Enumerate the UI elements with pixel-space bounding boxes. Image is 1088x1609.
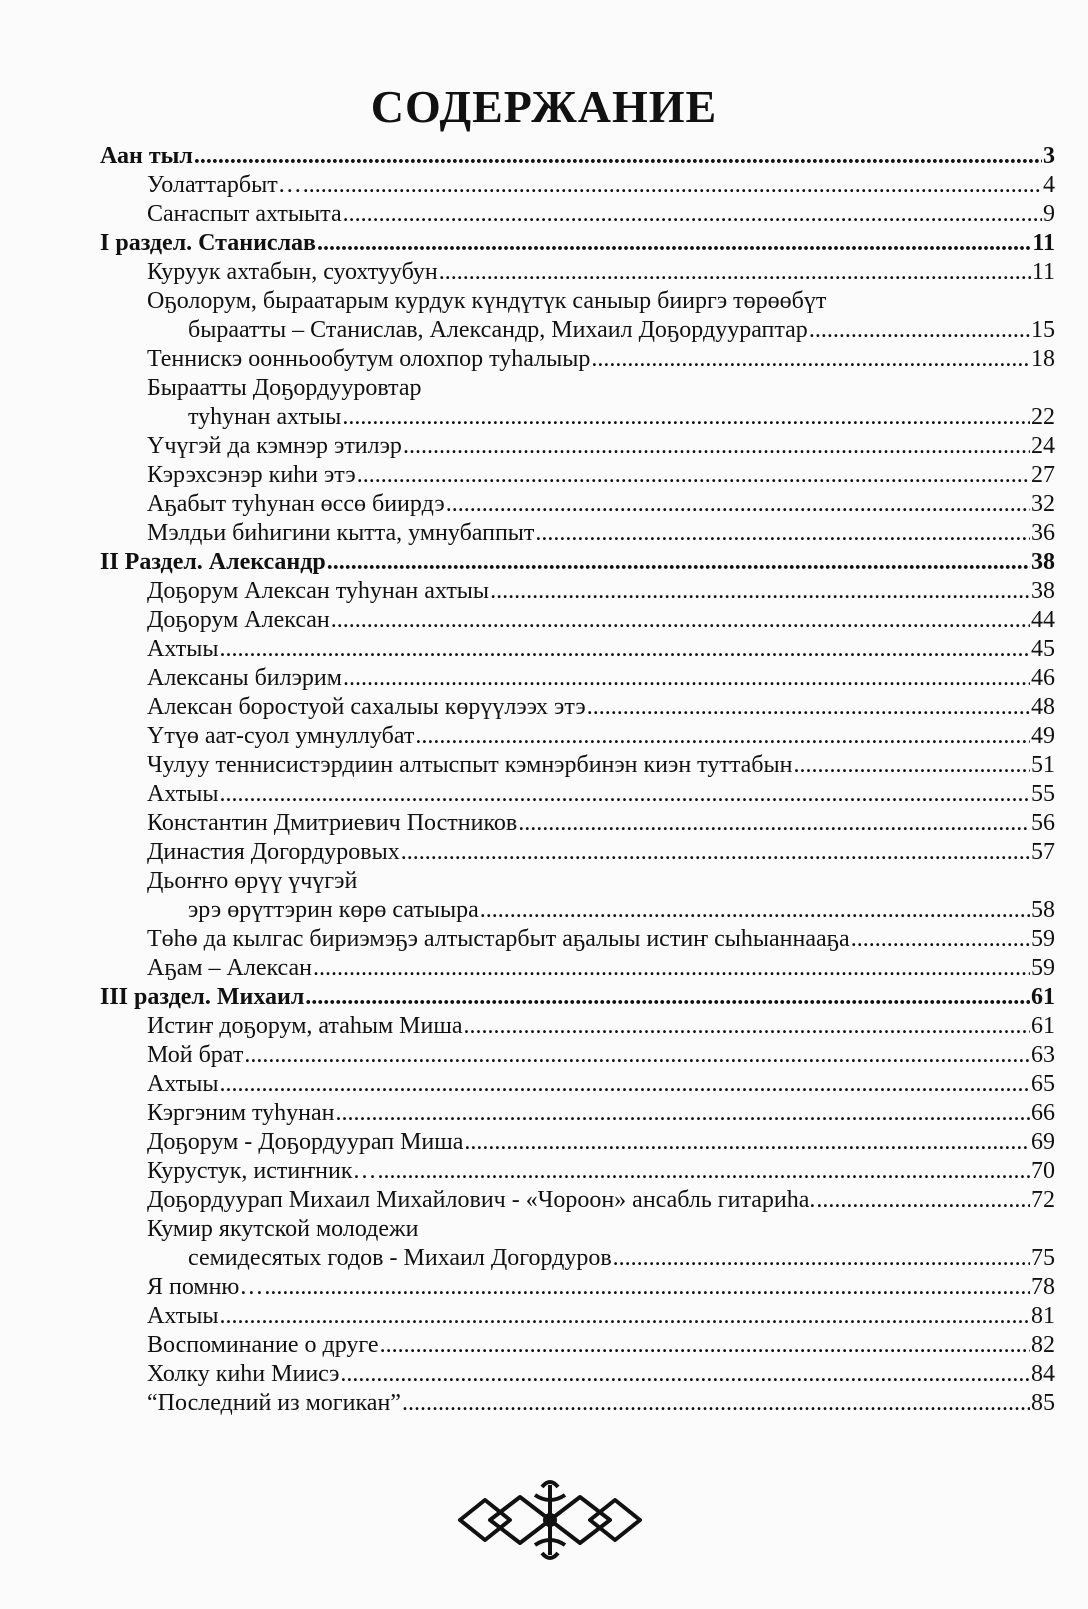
toc-entry-title: Куруук ахтабын, суохтуубун [147,259,438,285]
toc-page-number: 18 [1031,346,1055,372]
dot-leader [357,461,1030,490]
toc-entry [100,490,1055,519]
toc-page-number: 46 [1031,665,1055,691]
toc-page-number: 22 [1031,404,1055,430]
toc-page-number: 70 [1031,1158,1055,1184]
dot-leader [535,519,1030,548]
dot-leader [851,925,1030,954]
dot-leader [343,664,1030,693]
dot-leader [343,200,1042,229]
toc-page-number: 11 [1031,259,1055,285]
toc-entry [100,200,1055,229]
toc-entry [100,896,1055,925]
page-title: СОДЕРЖАНИЕ [370,81,718,132]
dot-leader [219,635,1030,664]
dot-leader [518,809,1030,838]
toc-entry-title: Алексан боростуой сахалыы көрүүлээх этэ [147,694,586,720]
toc-entry [100,374,1055,403]
dot-leader [446,490,1030,519]
toc-entry-title: семидесятых годов - Михаил Догордуров [188,1245,612,1271]
toc-entry-title: Ахтыы [147,1071,219,1097]
toc-entry-title: Аҕам – Алексан [147,955,312,981]
dot-leader [327,548,1030,577]
toc-entry-title: Холку киһи Миисэ [147,1361,340,1387]
toc-page-number: 55 [1031,781,1055,807]
toc-page-number: 56 [1031,810,1055,836]
toc-entry-title: II Раздел. Александр [100,549,326,575]
toc-entry [100,1186,1055,1215]
toc-page-number: 45 [1031,636,1055,662]
toc-page-number: 63 [1031,1042,1055,1068]
toc-entry-title: Аҕабыт туһунан өссө биирдэ [147,491,445,517]
dot-leader [591,345,1030,374]
toc-entry-title: эрэ өрүттэрин көрө сатыыра [188,897,479,923]
toc-page-number: 32 [1031,491,1055,517]
dot-leader [401,838,1030,867]
toc-entry [100,316,1055,345]
toc-entry [100,867,1055,896]
toc-section [100,142,1055,171]
toc-section [100,229,1055,258]
toc-entry [100,1273,1055,1302]
toc-page-number: 82 [1031,1332,1055,1358]
dot-leader [219,1302,1030,1331]
toc-page-number: 69 [1031,1129,1055,1155]
dot-leader [816,1186,1030,1215]
toc-entry [100,635,1055,664]
dot-leader [331,606,1030,635]
toc-entry-title: Я помню… [147,1274,264,1300]
toc-entry [100,954,1055,983]
toc-entry [100,1215,1055,1244]
toc-entry [100,577,1055,606]
toc-entry [100,722,1055,751]
toc-entry [100,1157,1055,1186]
toc-page-number: 59 [1031,926,1055,952]
dot-leader [340,1360,1030,1389]
toc-entry [100,606,1055,635]
dot-leader [194,142,1042,171]
toc-entry [100,1302,1055,1331]
dot-leader [415,722,1030,751]
toc-entry [100,1128,1055,1157]
dot-leader [402,1389,1030,1418]
toc-entry-title: Уолаттарбыт… [147,172,302,198]
toc-page-number: 78 [1031,1274,1055,1300]
toc-page-number: 9 [1043,201,1055,227]
toc-entry [100,780,1055,809]
toc-entry-title: Дьоҥҥо өрүү үчүгэй [147,868,358,894]
toc-page-number: 59 [1031,955,1055,981]
toc-page-number: 75 [1031,1245,1055,1271]
toc-page-number: 38 [1031,578,1055,604]
toc-entry-title: “Последний из могикан” [147,1390,401,1416]
toc-page-number: 3 [1043,143,1055,169]
toc-section [100,983,1055,1012]
toc-entry [100,1331,1055,1360]
toc-entry-title: III раздел. Михаил [100,984,305,1010]
toc-entry-title: Курустук, истиҥник… [147,1158,377,1184]
toc-page-number: 57 [1031,839,1055,865]
toc-entry [100,519,1055,548]
toc-entry-title: Теннискэ оонньообутум олохпор туһалыыр [147,346,591,372]
dot-leader [303,171,1042,200]
toc-page-number: 61 [1031,1013,1055,1039]
toc-page-number: 36 [1031,520,1055,546]
toc-entry-title: Ахтыы [147,1303,219,1329]
toc-entry-title: Доҕорум Алексан туһунан ахтыы [147,578,490,604]
toc-entry-title: Константин Дмитриевич Постников [147,810,518,836]
toc-entry [100,287,1055,316]
dot-leader [317,229,1031,258]
toc-entry-title: Кэрэхсэнэр киһи этэ [147,462,356,488]
toc-page-number: 15 [1031,317,1055,343]
toc-entry [100,1012,1055,1041]
toc-page-number: 49 [1031,723,1055,749]
dot-leader [793,751,1030,780]
toc-entry [100,171,1055,200]
toc-entry [100,838,1055,867]
toc-page-number: 38 [1031,549,1055,575]
toc-entry-title: Чулуу теннисистэрдиин алтыспыт кэмнэрбинэн киэн туттабын [147,752,793,778]
dot-leader [305,983,1030,1012]
toc-entry-title: Төһө да кылгас бириэмэҕэ алтыстарбыт аҕалыы истиҥ сыһыаннааҕа [147,926,850,952]
yakut-ornament-icon [450,1475,650,1565]
toc-section [100,548,1055,577]
toc-page-number: 61 [1031,984,1055,1010]
toc-entry-title: Үтүө аат-суол умнуллубат [147,723,415,749]
toc-entry-title: Мэлдьи биһигини кытта, умнубаппыт [147,520,535,546]
toc-entry-title: Ахтыы [147,636,219,662]
dot-leader [313,954,1030,983]
toc-entry-title: Воспоминание о друге [147,1332,379,1358]
toc-page-number: 24 [1031,433,1055,459]
dot-leader [219,780,1030,809]
toc-entry [100,664,1055,693]
toc-page-number: 84 [1031,1361,1055,1387]
toc-entry-title: Истиҥ доҕорум, атаһым Миша [147,1013,463,1039]
toc-page-number: 72 [1031,1187,1055,1213]
dot-leader [244,1041,1030,1070]
toc-entry-title: Быраатты Доҕордууровтар [147,375,422,401]
toc-entry-title: быраатты – Станислав, Александр, Михаил Доҕордуураптар [188,317,808,343]
dot-leader [587,693,1030,722]
toc-entry-title: Оҕолорум, быраатарым курдук күндүтүк саныыр бииргэ төрөөбүт [147,288,827,314]
toc-page-number: 44 [1031,607,1055,633]
dot-leader [380,1331,1030,1360]
toc-entry [100,1244,1055,1273]
table-of-contents [100,142,1055,1418]
dot-leader [490,577,1030,606]
dot-leader [464,1128,1030,1157]
toc-entry-title: Ахтыы [147,781,219,807]
dot-leader [342,403,1030,432]
dot-leader [219,1070,1030,1099]
toc-entry [100,461,1055,490]
toc-entry-title: Династия Догордуровых [147,839,400,865]
toc-page-number: 58 [1031,897,1055,923]
toc-entry [100,432,1055,461]
dot-leader [480,896,1030,925]
dot-leader [264,1273,1030,1302]
toc-page-number: 81 [1031,1303,1055,1329]
toc-entry [100,1389,1055,1418]
toc-entry [100,345,1055,374]
toc-entry-title: I раздел. Станислав [100,230,316,256]
toc-entry [100,751,1055,780]
toc-entry-title: Доҕорум Алексан [147,607,330,633]
toc-entry [100,1070,1055,1099]
toc-page-number: 27 [1031,462,1055,488]
toc-entry-title: Доҕорум - Доҕордуурап Миша [147,1129,464,1155]
toc-page-number: 66 [1031,1100,1055,1126]
toc-entry [100,1099,1055,1128]
toc-entry-title: Үчүгэй да кэмнэр этилэр [147,433,402,459]
toc-page-number: 11 [1032,230,1055,256]
toc-entry-title: Саҥаспыт ахтыыта [147,201,342,227]
toc-page-number: 85 [1031,1390,1055,1416]
toc-entry-title: Аан тыл [100,143,193,169]
dot-leader [464,1012,1031,1041]
toc-entry-title: Доҕордуурап Михаил Михайлович - «Чороон» ансабль гитариһа. [147,1187,816,1213]
toc-entry [100,1041,1055,1070]
toc-entry [100,1360,1055,1389]
dot-leader [336,1099,1030,1128]
toc-page-number: 4 [1043,172,1055,198]
toc-entry-title: Кумир якутской молодежи [147,1216,419,1242]
toc-entry [100,403,1055,432]
dot-leader [403,432,1030,461]
dot-leader [809,316,1030,345]
toc-entry-title: Алексаны билэрим [147,665,342,691]
toc-entry [100,809,1055,838]
toc-entry-title: туһунан ахтыы [188,404,342,430]
toc-entry-title: Кэргэним туһунан [147,1100,335,1126]
toc-entry [100,693,1055,722]
toc-entry [100,258,1055,287]
toc-entry-title: Мой брат [147,1042,244,1068]
toc-page-number: 51 [1031,752,1055,778]
dot-leader [378,1157,1031,1186]
dot-leader [439,258,1031,287]
dot-leader [613,1244,1030,1273]
toc-page-number: 65 [1031,1071,1055,1097]
toc-page-number: 48 [1031,694,1055,720]
toc-entry [100,925,1055,954]
